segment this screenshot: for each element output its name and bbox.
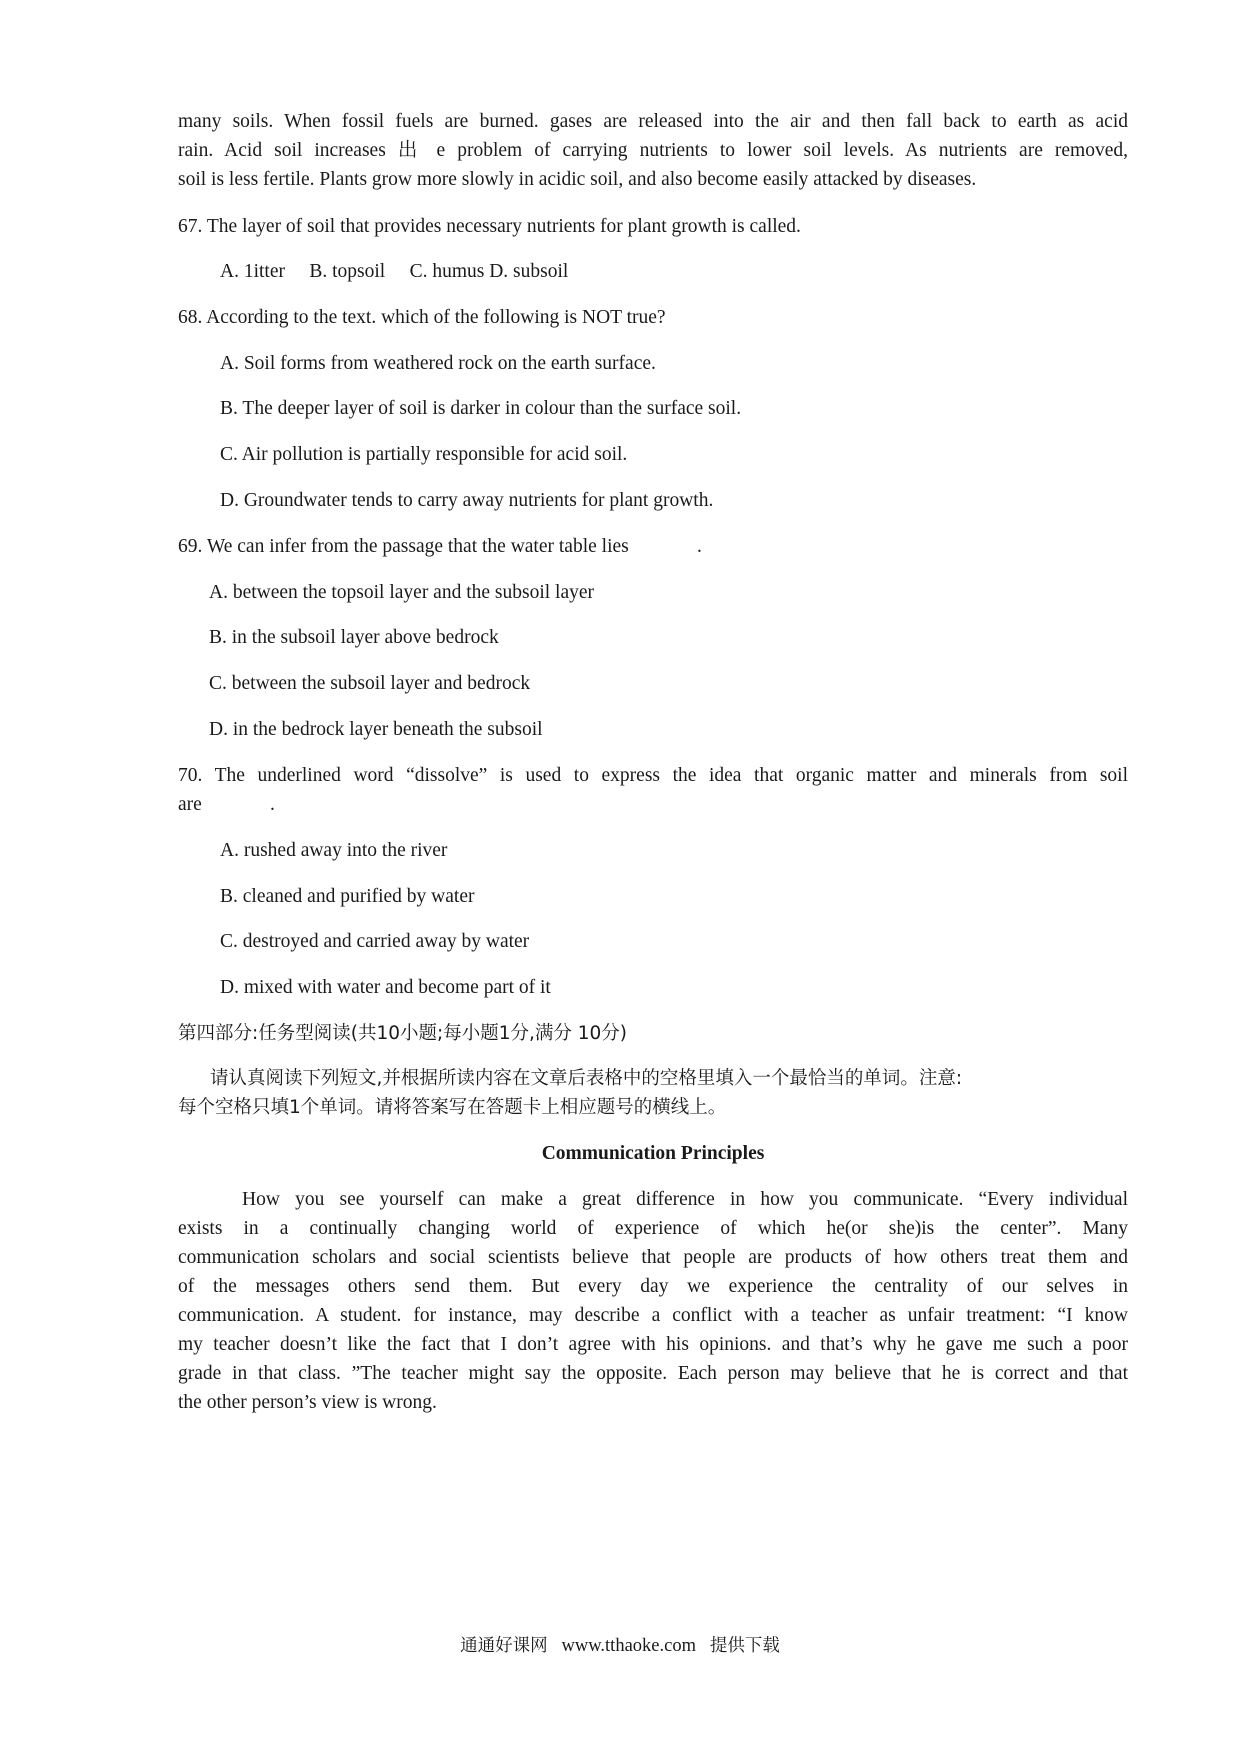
- part-4-instruction-line-2: 每个空格只填1个单词。请将答案写在答题卡上相应题号的横线上。: [178, 1097, 727, 1118]
- question-68-stem: 68. According to the text. which of the following is NOT true?: [178, 307, 666, 328]
- passage-paragraph-line-5: communication. A student. for instance, may describe a conflict with a teacher as unfair treatment: “I know: [178, 1305, 1128, 1326]
- passage-paragraph-line-4: of the messages others send them. But every day we experience the centrality of our selves in: [178, 1276, 1128, 1297]
- passage-paragraph-line-6: my teacher doesn’t like the fact that I don’t agree with his opinions. and that’s why he gave me such a poor: [178, 1334, 1128, 1355]
- passage-line-2: rain. Acid soil increases 出 e problem of carrying nutrients to lower soil levels. As nutrients are removed,: [178, 140, 1128, 161]
- question-68-option-c: C. Air pollution is partially responsible for acid soil.: [220, 444, 628, 465]
- question-70-stem-line-1: 70. The underlined word “dissolve” is used to express the idea that organic matter and minerals from soil: [178, 765, 1128, 786]
- passage-paragraph-line-1: How you see yourself can make a great difference in how you communicate. “Every individual: [242, 1189, 1128, 1210]
- passage-paragraph-line-7: grade in that class. ”The teacher might say the opposite. Each person may believe that he is correct and that: [178, 1363, 1128, 1384]
- footer-url[interactable]: www.tthaoke.com: [561, 1636, 696, 1656]
- passage-line-3: soil is less fertile. Plants grow more slowly in acidic soil, and also become easily attacked by diseases.: [178, 169, 977, 190]
- part-4-instruction-line-1: 请认真阅读下列短文,并根据所读内容在文章后表格中的空格里填入一个最恰当的单词。注意:: [210, 1068, 963, 1089]
- part-4-heading: 第四部分:任务型阅读(共10小题;每小题1分,满分 10分): [178, 1023, 628, 1044]
- question-69-stem: 69. We can infer from the passage that the water table lies .: [178, 536, 702, 557]
- question-67-stem: 67. The layer of soil that provides necessary nutrients for plant growth is called.: [178, 216, 801, 237]
- passage-paragraph-line-3: communication scholars and social scientists believe that people are products of how others treat them and: [178, 1247, 1128, 1268]
- question-70-option-c: C. destroyed and carried away by water: [220, 931, 530, 952]
- question-68-option-b: B. The deeper layer of soil is darker in colour than the surface soil.: [220, 398, 742, 419]
- question-70-option-a: A. rushed away into the river: [220, 840, 448, 861]
- question-68-option-a: A. Soil forms from weathered rock on the earth surface.: [220, 353, 656, 374]
- question-70-option-d: D. mixed with water and become part of it: [220, 977, 551, 998]
- passage-title: Communication Principles: [541, 1143, 765, 1164]
- passage-paragraph-line-8: the other person’s view is wrong.: [178, 1392, 437, 1413]
- question-69-option-c: C. between the subsoil layer and bedrock: [209, 673, 531, 694]
- question-70-option-b: B. cleaned and purified by water: [220, 886, 475, 907]
- question-68-option-d: D. Groundwater tends to carry away nutrients for plant growth.: [220, 490, 714, 511]
- question-70-stem-line-2: are .: [178, 794, 275, 815]
- question-67-options: A. 1itter B. topsoil C. humus D. subsoil: [220, 261, 569, 282]
- question-69-option-a: A. between the topsoil layer and the subsoil layer: [209, 582, 595, 603]
- footer-site-name: 通通好课网: [460, 1636, 548, 1656]
- passage-line-1: many soils. When fossil fuels are burned. gases are released into the air and then fall back to earth as acid: [178, 111, 1128, 132]
- passage-paragraph-line-2: exists in a continually changing world of experience of which he(or she)is the center”. Many: [178, 1218, 1128, 1239]
- footer-suffix: 提供下载: [709, 1636, 780, 1656]
- page-footer: [0, 1632, 1240, 1660]
- question-69-option-d: D. in the bedrock layer beneath the subsoil: [209, 719, 543, 740]
- question-69-option-b: B. in the subsoil layer above bedrock: [209, 627, 499, 648]
